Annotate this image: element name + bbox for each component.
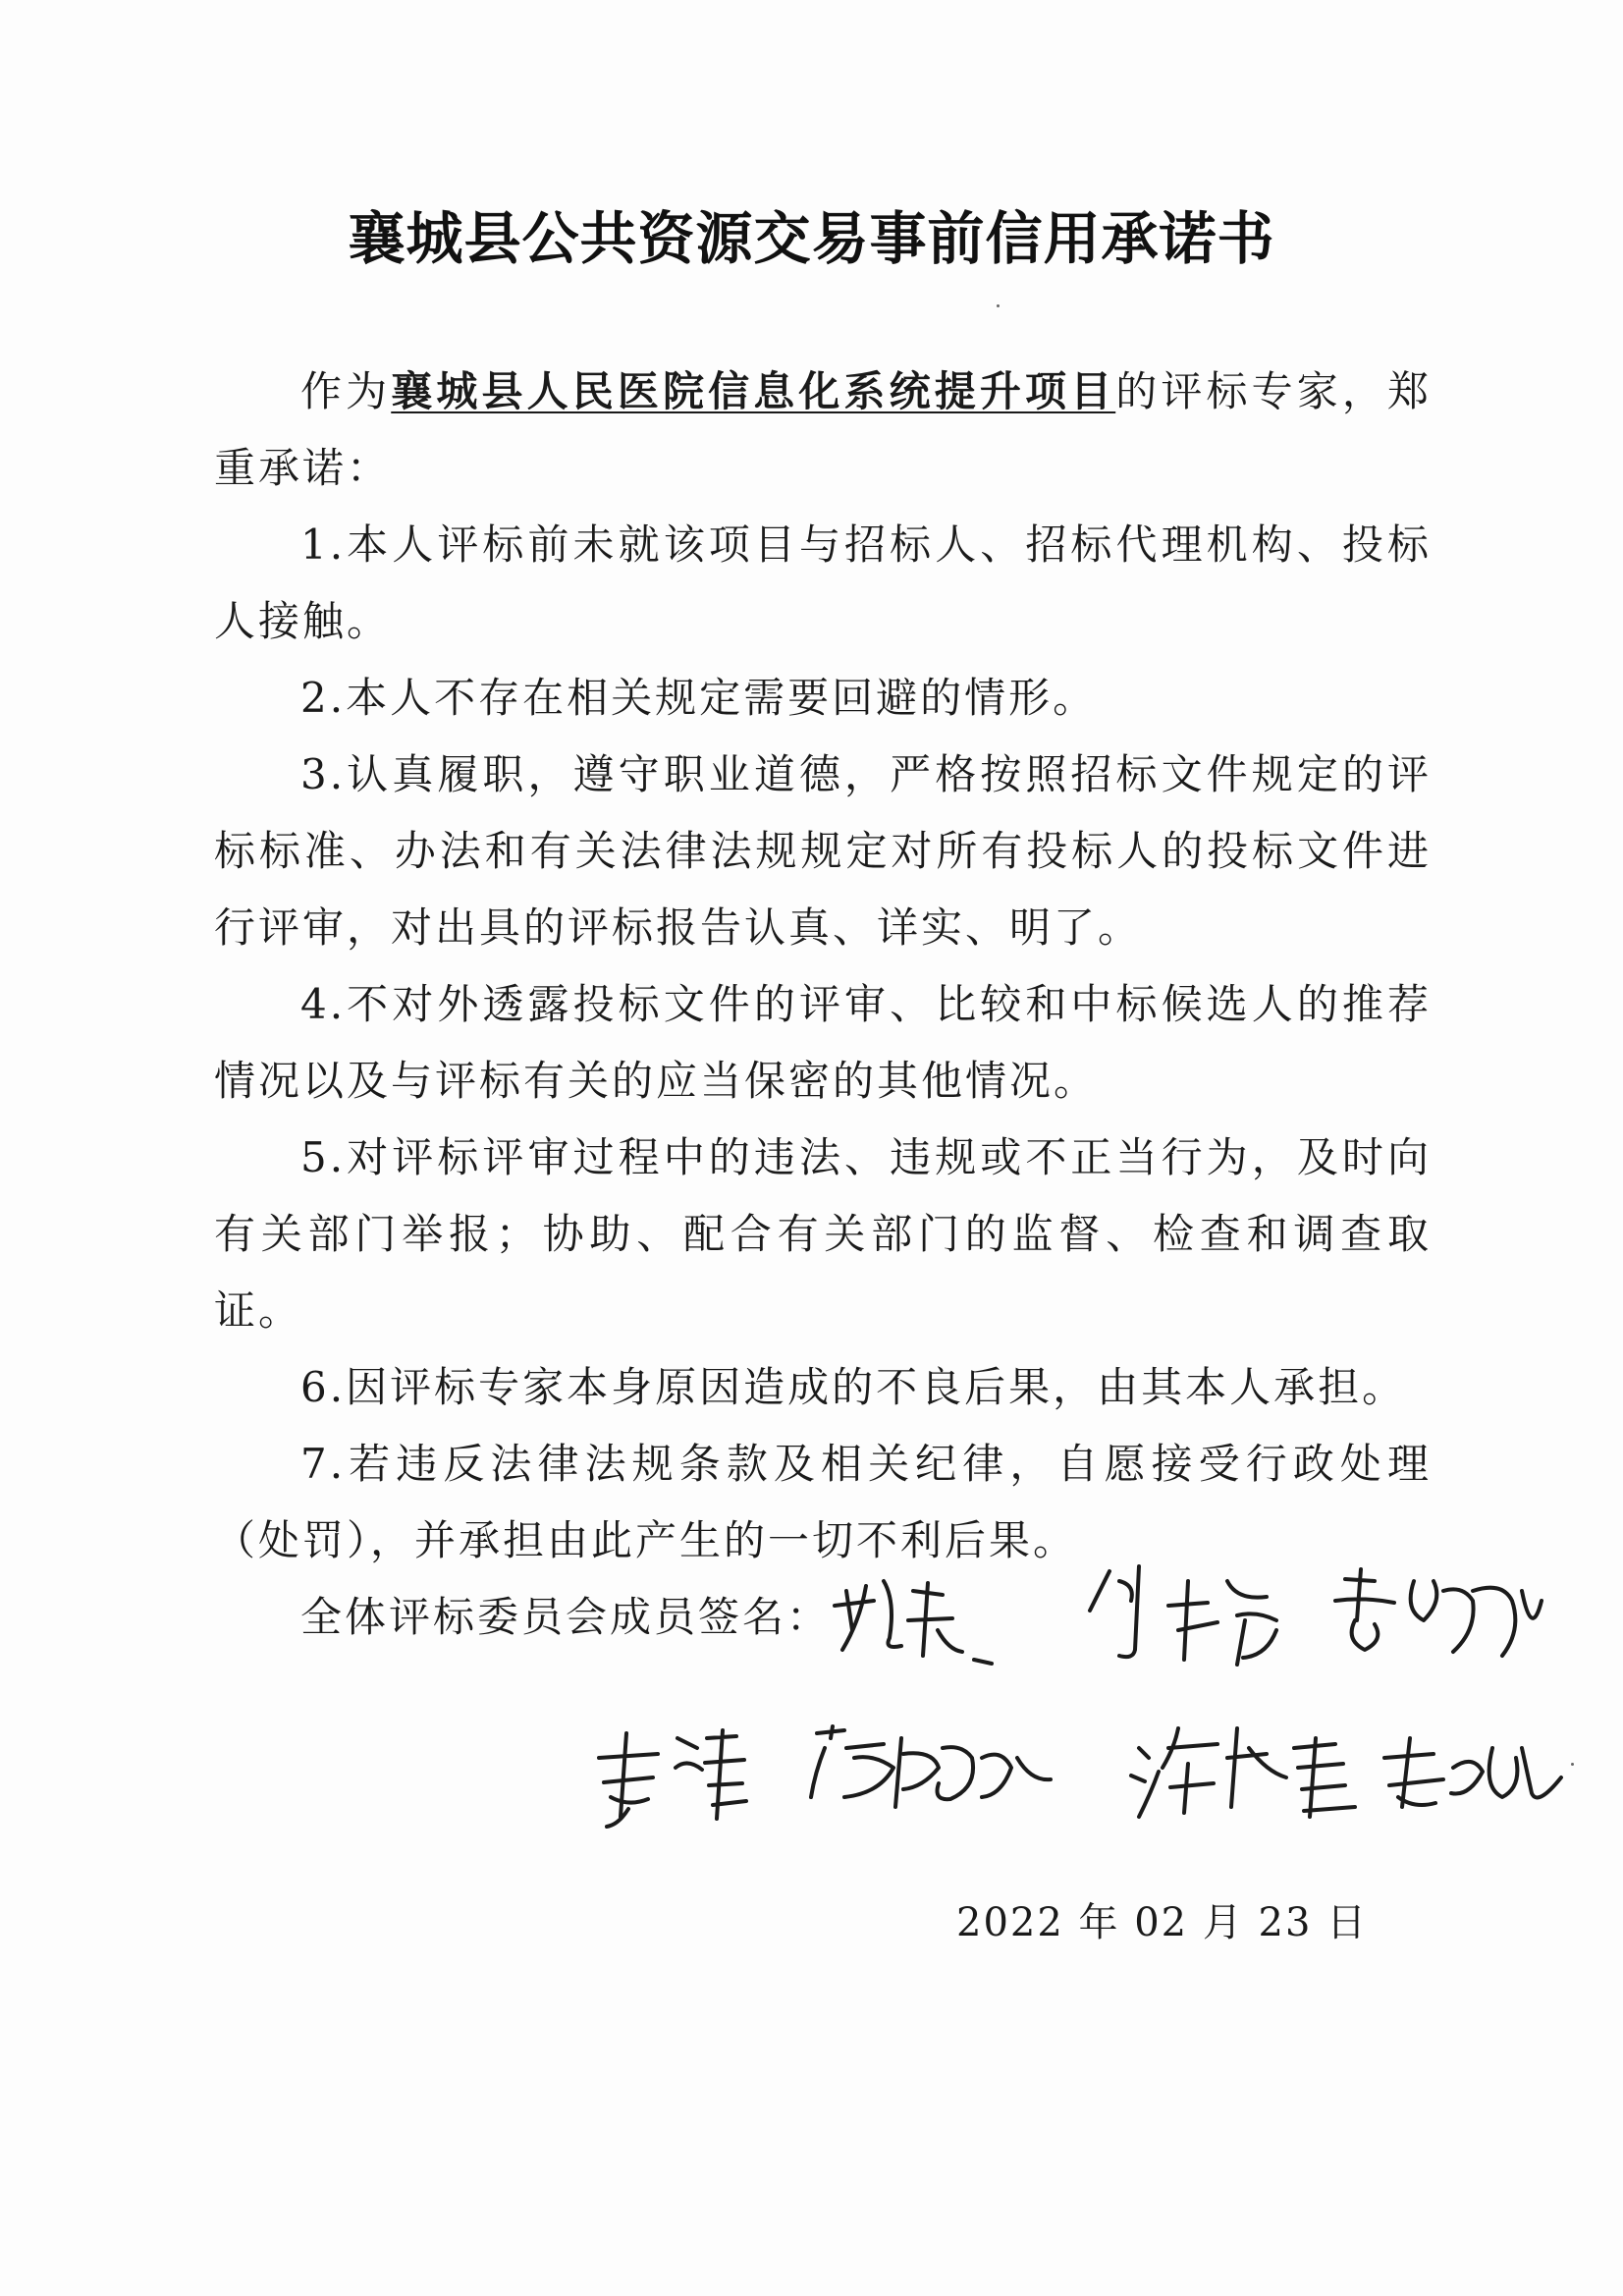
project-name: 襄城县人民医院信息化系统提升项目 xyxy=(391,367,1116,415)
commitment-item-2: 2.本人不存在相关规定需要回避的情形。 xyxy=(300,674,1098,722)
commitment-item-5: 5.对评标评审过程中的违法、违规或不正当行为，及时向有关部门举报；协助、配合有关部门的监督、检查和调查取证。 xyxy=(214,1133,1432,1335)
signature-6 xyxy=(1131,1728,1355,1817)
intro-suffix: 的评标专家，郑重承诺： xyxy=(214,367,1432,492)
handwritten-signatures xyxy=(589,1561,1610,1836)
signature-5 xyxy=(811,1726,1051,1807)
commitment-item-3: 3.认真履职，遵守职业道德，严格按照招标文件规定的评标标准、办法和有关法律法规规定对所有投标人的投标文件进行评审，对出具的评标报告认真、详实、明了。 xyxy=(214,750,1432,952)
signature-2 xyxy=(1090,1566,1276,1665)
signature-label: 全体评标委员会成员签名： xyxy=(300,1593,832,1641)
signature-scribbles xyxy=(589,1561,1610,1836)
document-date: 2022 年 02 月 23 日 xyxy=(956,1900,1369,1945)
document-title: 襄城县公共资源交易事前信用承诺书 xyxy=(348,205,1275,272)
scan-speck xyxy=(1571,1763,1574,1766)
signature-4 xyxy=(599,1730,746,1827)
signature-7 xyxy=(1384,1738,1561,1807)
commitment-item-7: 7.若违反法律法规条款及相关纪律，自愿接受行政处理（处罚），并承担由此产生的一切不利后果。 xyxy=(214,1440,1432,1564)
signature-1 xyxy=(835,1581,992,1664)
intro-prefix: 作为 xyxy=(300,367,392,415)
commitment-body xyxy=(214,354,1432,1579)
scan-speck xyxy=(997,304,1000,307)
signature-3 xyxy=(1335,1569,1542,1656)
commitment-item-6: 6.因评标专家本身原因造成的不良后果，由其本人承担。 xyxy=(300,1363,1407,1411)
commitment-item-1: 1.本人评标前未就该项目与招标人、招标代理机构、投标人接触。 xyxy=(214,520,1432,645)
intro-paragraph xyxy=(214,354,1432,507)
commitment-item-4: 4.不对外透露投标文件的评审、比较和中标候选人的推荐情况以及与评标有关的应当保密的其他情况。 xyxy=(214,980,1432,1105)
